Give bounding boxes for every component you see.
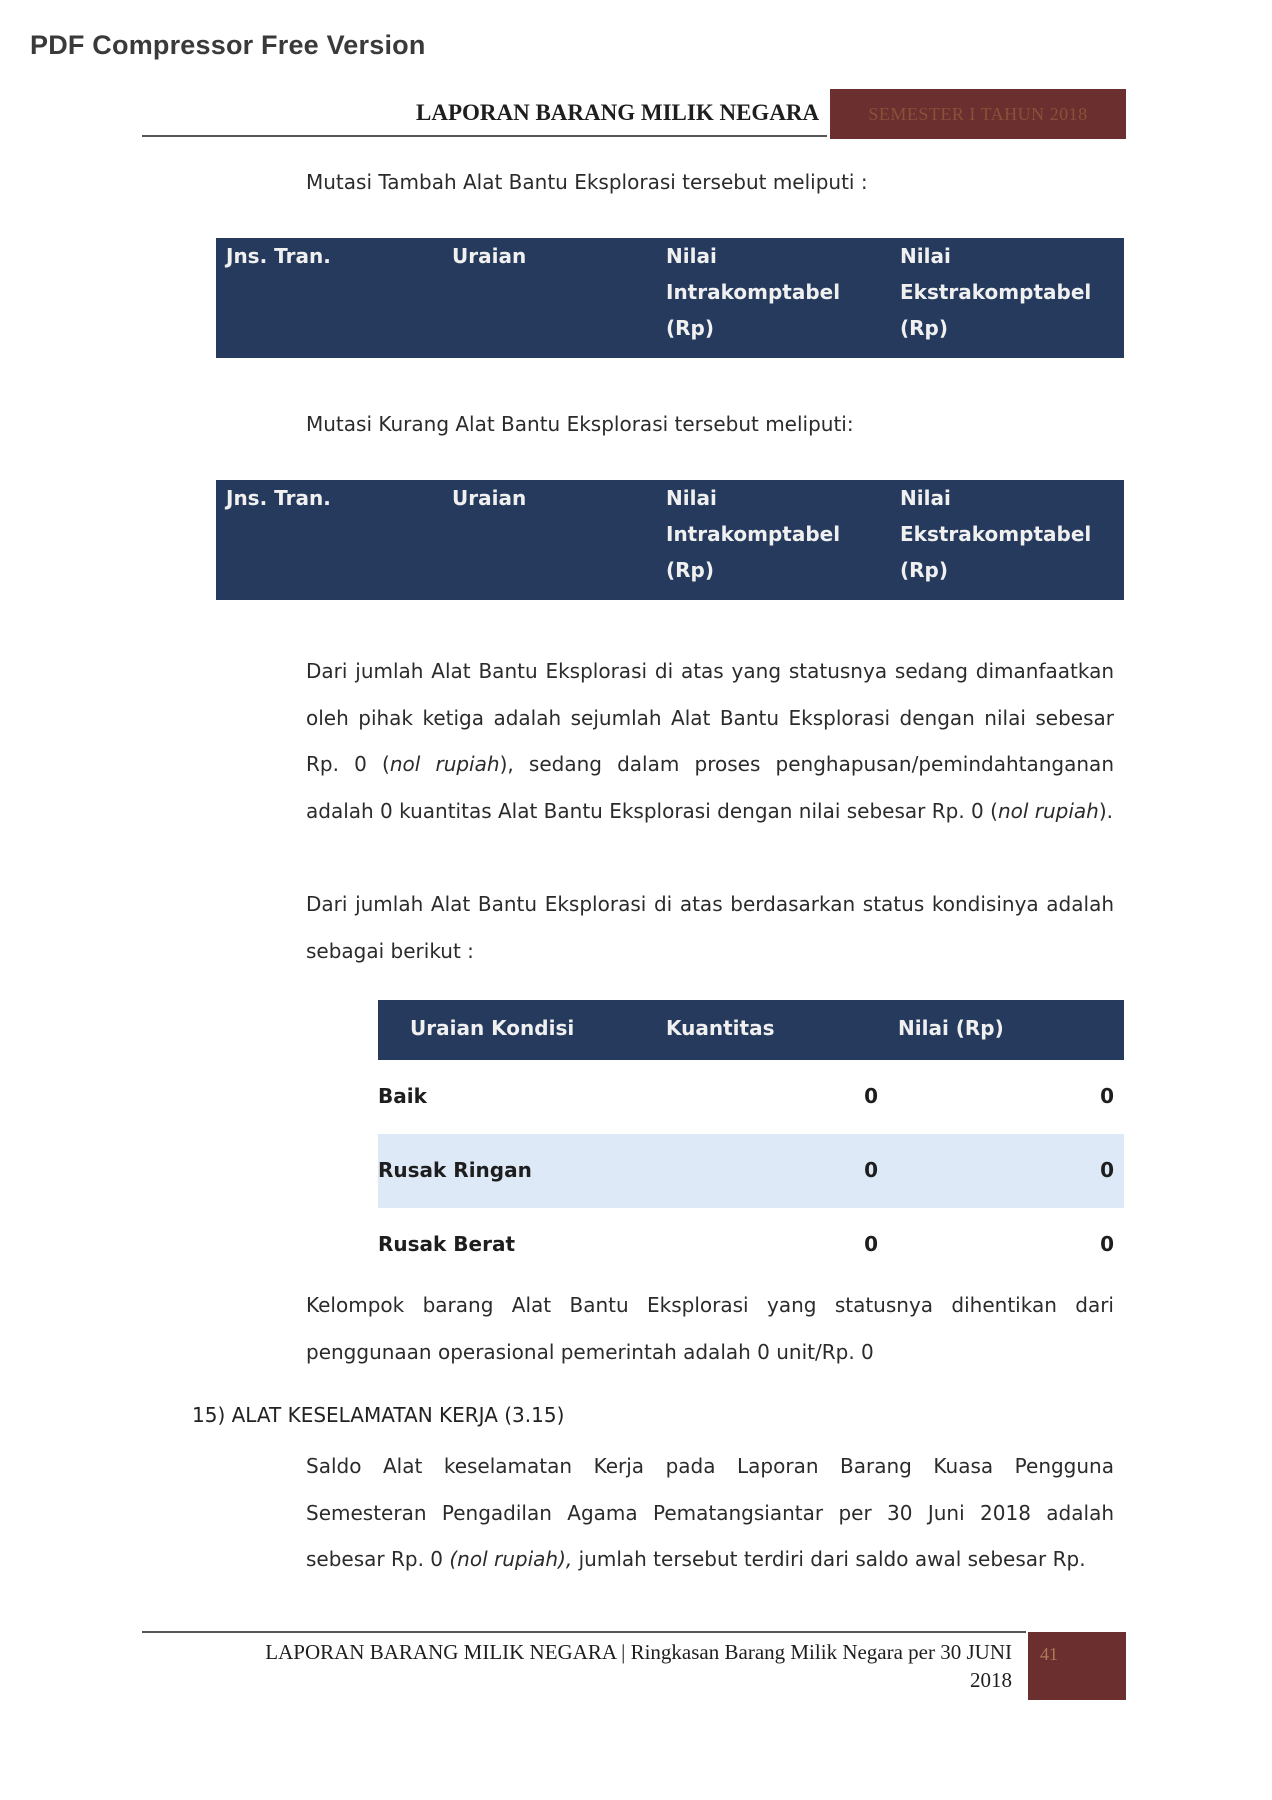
condition-row-rusak-berat xyxy=(378,1208,1124,1282)
page-number-box xyxy=(1028,1632,1126,1700)
condition-value: 0 xyxy=(1100,1158,1114,1182)
tambah-col-intra: Nilai Intrakomptabel (Rp) xyxy=(666,244,841,340)
kurang-col-uraian: Uraian xyxy=(452,486,527,510)
tambah-table-header xyxy=(216,238,1124,358)
condition-value: 0 xyxy=(1100,1232,1114,1256)
condition-row-baik xyxy=(378,1060,1124,1134)
footer-line-2: 2018 xyxy=(970,1668,1012,1692)
watermark-label: PDF Compressor Free Version xyxy=(30,30,426,60)
tambah-col-ekstra: Nilai Ekstrakomptabel (Rp) xyxy=(900,244,1092,340)
condition-label: Rusak Berat xyxy=(378,1232,516,1256)
condition-label: Baik xyxy=(378,1084,427,1108)
condition-quantity: 0 xyxy=(864,1232,878,1256)
condition-label: Rusak Ringan xyxy=(378,1158,532,1182)
kurang-col-ekstra: Nilai Ekstrakomptabel (Rp) xyxy=(900,486,1092,582)
condition-col-nilai: Nilai (Rp) xyxy=(898,1016,1004,1040)
section-15-heading: 15) ALAT KESELAMATAN KERJA (3.15) xyxy=(192,1403,565,1427)
footer-line-1: LAPORAN BARANG MILIK NEGARA | Ringkasan Barang Milik Negara per 30 JUNI xyxy=(265,1640,1012,1664)
tambah-col-jns: Jns. Tran. xyxy=(226,244,331,268)
condition-row-rusak-ringan xyxy=(378,1134,1124,1208)
condition-col-kuantitas: Kuantitas xyxy=(666,1016,775,1040)
kurang-table-header xyxy=(216,480,1124,600)
header-title: LAPORAN BARANG MILIK NEGARA xyxy=(416,100,820,125)
condition-quantity: 0 xyxy=(864,1084,878,1108)
condition-table-header xyxy=(378,1000,1124,1060)
paragraph-pemanfaatan: Dari jumlah Alat Bantu Eksplorasi di atas yang statusnya sedang dimanfaatkan oleh pihak ketiga adalah sejumlah Alat Bantu Eksplorasi dengan nilai sebesar Rp. 0 (nol rupiah), sedang dalam proses penghapusan/pemindahtanganan adalah 0 kuantitas Alat Bantu Eksplorasi dengan nilai sebesar Rp. 0 (nol rupiah). xyxy=(306,659,1114,823)
paragraph-dihentikan: Kelompok barang Alat Bantu Eksplorasi yang statusnya dihentikan dari penggunaan operasional pemerintah adalah 0 unit/Rp. 0 xyxy=(306,1293,1114,1364)
header-semester-text: SEMESTER I TAHUN 2018 xyxy=(868,103,1088,124)
kurang-intro: Mutasi Kurang Alat Bantu Eksplorasi tersebut meliputi: xyxy=(306,412,854,436)
kurang-col-jns: Jns. Tran. xyxy=(226,486,331,510)
tambah-intro: Mutasi Tambah Alat Bantu Eksplorasi tersebut meliputi : xyxy=(306,170,868,194)
footer-text xyxy=(200,1638,1012,1694)
header-rule xyxy=(142,135,827,137)
paragraph-kondisi-intro: Dari jumlah Alat Bantu Eksplorasi di atas berdasarkan status kondisinya adalah sebagai berikut : xyxy=(306,892,1114,963)
condition-quantity: 0 xyxy=(864,1158,878,1182)
condition-col-uraian: Uraian Kondisi xyxy=(410,1016,575,1040)
kurang-col-intra: Nilai Intrakomptabel (Rp) xyxy=(666,486,841,582)
paragraph-saldo-k3: Saldo Alat keselamatan Kerja pada Laporan Barang Kuasa Pengguna Semesteran Pengadilan Agama Pematangsiantar per 30 Juni 2018 adalah sebesar Rp. 0 (nol rupiah), jumlah tersebut terdiri dari saldo awal sebesar Rp. xyxy=(306,1454,1114,1571)
tambah-col-uraian: Uraian xyxy=(452,244,527,268)
condition-value: 0 xyxy=(1100,1084,1114,1108)
header-semester-badge xyxy=(830,89,1126,139)
footer-rule xyxy=(142,1631,1026,1633)
page-number: 41 xyxy=(1040,1644,1058,1664)
